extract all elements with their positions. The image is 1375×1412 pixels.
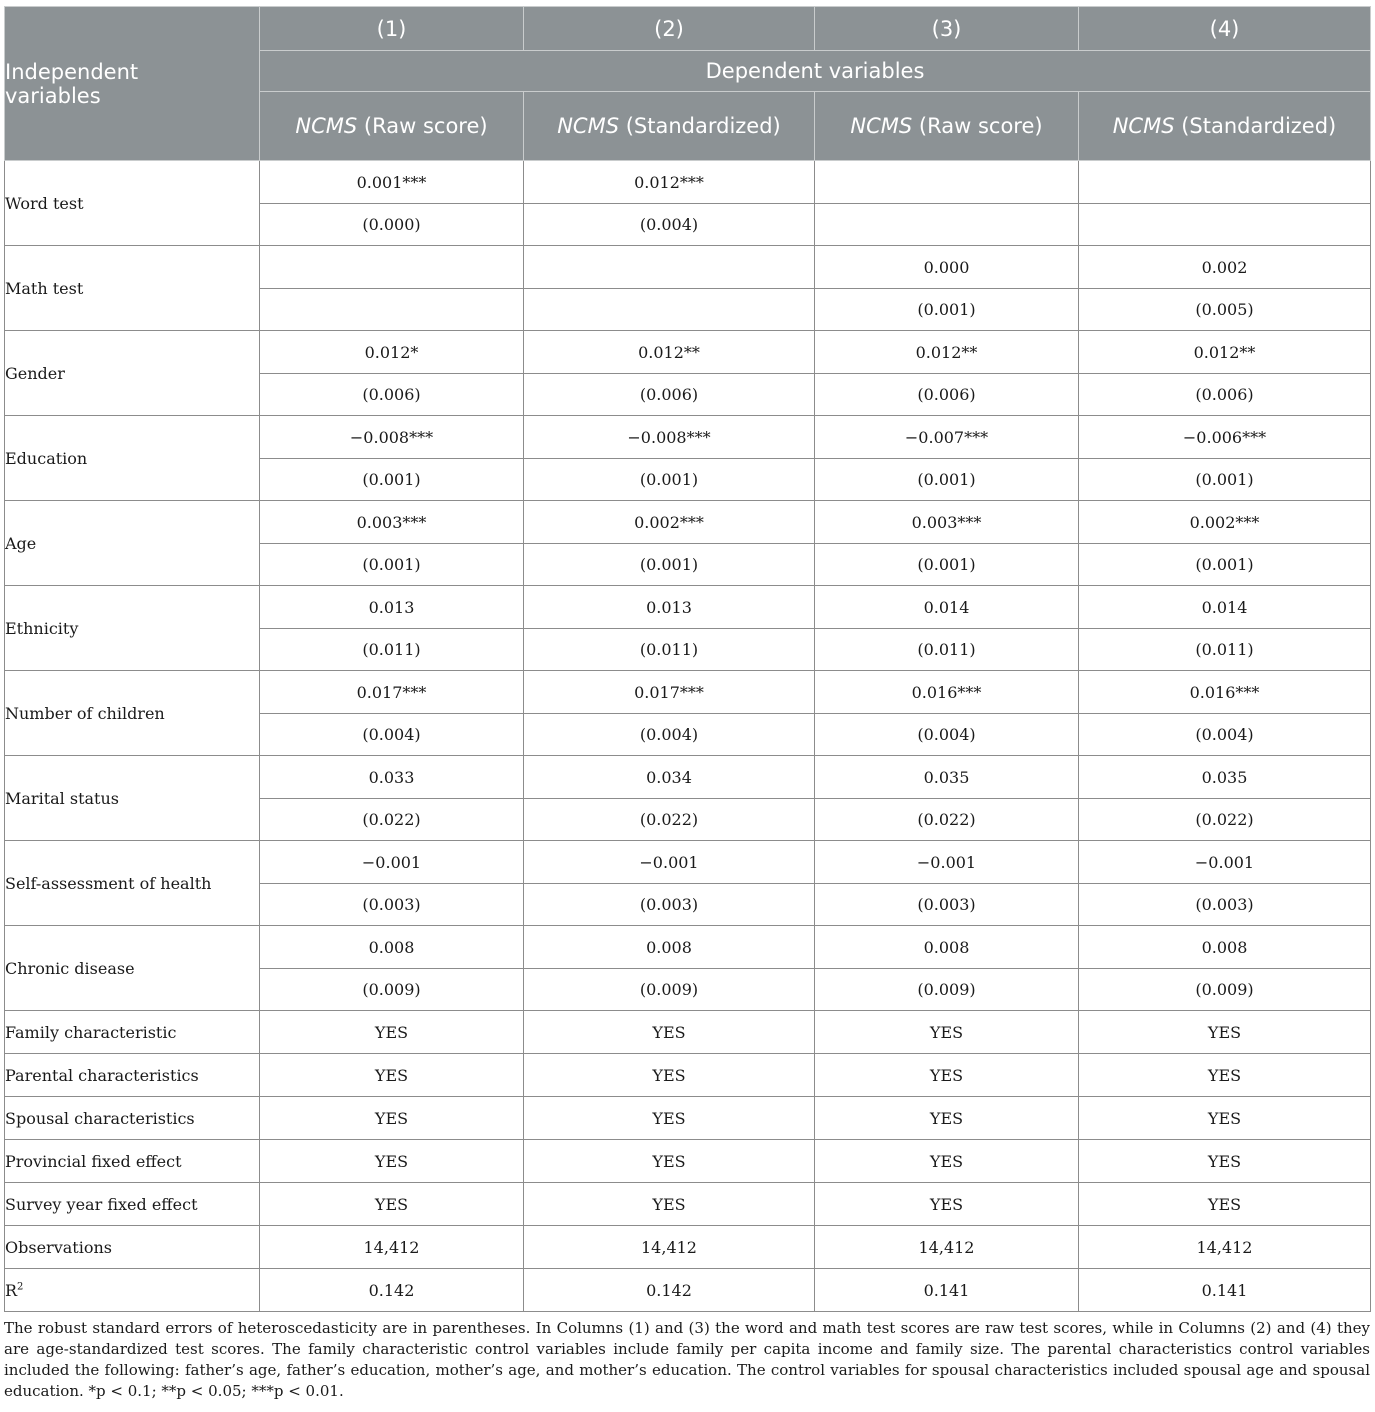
standard-error-cell: (0.001)	[1079, 459, 1371, 501]
control-cell: YES	[524, 1097, 815, 1140]
coefficient-cell: 0.014	[815, 586, 1079, 629]
standard-error-cell: (0.011)	[260, 629, 524, 671]
coefficient-cell: 0.035	[1079, 756, 1371, 799]
coefficient-cell: 0.016***	[815, 671, 1079, 714]
standard-error-cell: (0.001)	[260, 459, 524, 501]
column-name-rest: (Raw score)	[912, 114, 1043, 138]
variable-label: Marital status	[5, 756, 260, 841]
column-name-italic: NCMS	[850, 114, 913, 138]
table-row	[5, 1140, 1371, 1183]
control-cell: YES	[260, 1183, 524, 1226]
coefficient-cell: 0.013	[524, 586, 815, 629]
coefficient-cell: 0.012*	[260, 331, 524, 374]
standard-error-cell: (0.004)	[524, 204, 815, 246]
standard-error-cell	[260, 289, 524, 331]
coefficient-cell: 0.017***	[260, 671, 524, 714]
control-cell: YES	[815, 1140, 1079, 1183]
r-squared-base: R	[5, 1280, 18, 1300]
coefficient-cell: 0.013	[260, 586, 524, 629]
control-cell: YES	[1079, 1140, 1371, 1183]
control-cell: YES	[524, 1183, 815, 1226]
r-squared-cell: 0.142	[260, 1269, 524, 1312]
column-number: (3)	[815, 7, 1079, 51]
column-name	[524, 92, 815, 161]
standard-error-cell: (0.006)	[260, 374, 524, 416]
table-header	[5, 7, 1371, 161]
standard-error-cell: (0.006)	[815, 374, 1079, 416]
table-row	[5, 841, 1371, 884]
coefficient-cell: −0.008***	[260, 416, 524, 459]
column-name-italic: NCMS	[295, 114, 358, 138]
standard-error-cell: (0.009)	[1079, 969, 1371, 1011]
standard-error-cell: (0.004)	[815, 714, 1079, 756]
coefficient-cell: 0.008	[1079, 926, 1371, 969]
control-cell: YES	[524, 1011, 815, 1054]
standard-error-cell: (0.004)	[260, 714, 524, 756]
variable-label: Education	[5, 416, 260, 501]
coefficient-cell: 0.008	[524, 926, 815, 969]
coefficient-cell: 0.012**	[1079, 331, 1371, 374]
table-row	[5, 416, 1371, 459]
standard-error-cell: (0.001)	[815, 544, 1079, 586]
coefficient-cell: 0.033	[260, 756, 524, 799]
observations-cell: 14,412	[260, 1226, 524, 1269]
standard-error-cell: (0.005)	[1079, 289, 1371, 331]
table-row	[5, 586, 1371, 629]
variable-label: Age	[5, 501, 260, 586]
coefficient-cell: 0.012***	[524, 161, 815, 204]
regression-table	[4, 6, 1371, 1312]
table-footnote: The robust standard errors of heteroscedasticity are in parentheses. In Columns (1) and (3) the word and math test scores are raw test scores, while in Columns (2) and (4) they are age-standardized test scores. The family characteristic control variables include family per capita income and family size. The parental characteristics control variables included the following: father’s age, father’s education, mother’s age, and mother’s education. The control variables for spousal characteristics included spousal age and spousal education. *p < 0.1; **p < 0.05; ***p < 0.01.	[4, 1319, 1370, 1400]
standard-error-cell: (0.022)	[524, 799, 815, 841]
table-row	[5, 246, 1371, 289]
r-squared-cell: 0.141	[815, 1269, 1079, 1312]
coefficient-cell	[1079, 161, 1371, 204]
control-cell: YES	[260, 1011, 524, 1054]
control-label: Provincial fixed effect	[5, 1140, 260, 1183]
observations-cell: 14,412	[815, 1226, 1079, 1269]
standard-error-cell: (0.022)	[815, 799, 1079, 841]
standard-error-cell	[524, 289, 815, 331]
observations-cell: 14,412	[1079, 1226, 1371, 1269]
coefficient-cell: 0.012**	[815, 331, 1079, 374]
standard-error-cell: (0.001)	[815, 459, 1079, 501]
standard-error-cell: (0.003)	[815, 884, 1079, 926]
regression-table-container	[4, 6, 1370, 1312]
standard-error-cell: (0.004)	[524, 714, 815, 756]
control-cell: YES	[815, 1011, 1079, 1054]
variable-label: Math test	[5, 246, 260, 331]
control-cell: YES	[815, 1054, 1079, 1097]
control-cell: YES	[1079, 1011, 1371, 1054]
coefficient-cell	[524, 246, 815, 289]
column-number: (2)	[524, 7, 815, 51]
standard-error-cell: (0.009)	[815, 969, 1079, 1011]
column-number: (4)	[1079, 7, 1371, 51]
control-label: Spousal characteristics	[5, 1097, 260, 1140]
coefficient-cell: 0.002	[1079, 246, 1371, 289]
column-number: (1)	[260, 7, 524, 51]
standard-error-cell: (0.001)	[260, 544, 524, 586]
standard-error-cell: (0.001)	[524, 544, 815, 586]
standard-error-cell: (0.003)	[260, 884, 524, 926]
standard-error-cell: (0.022)	[260, 799, 524, 841]
coefficient-cell	[815, 161, 1079, 204]
control-cell: YES	[524, 1140, 815, 1183]
coefficient-cell: −0.001	[1079, 841, 1371, 884]
standard-error-cell: (0.003)	[1079, 884, 1371, 926]
table-row	[5, 1097, 1371, 1140]
independent-variables-header: Independent variables	[5, 7, 260, 161]
standard-error-cell: (0.011)	[815, 629, 1079, 671]
control-cell: YES	[1079, 1183, 1371, 1226]
coefficient-cell: −0.007***	[815, 416, 1079, 459]
column-name	[815, 92, 1079, 161]
control-label: Parental characteristics	[5, 1054, 260, 1097]
control-cell: YES	[1079, 1097, 1371, 1140]
table-row	[5, 1011, 1371, 1054]
coefficient-cell: 0.003***	[260, 501, 524, 544]
control-cell: YES	[260, 1140, 524, 1183]
coefficient-cell: 0.002***	[1079, 501, 1371, 544]
column-name-italic: NCMS	[557, 114, 620, 138]
standard-error-cell	[1079, 204, 1371, 246]
table-row	[5, 501, 1371, 544]
r-squared-label	[5, 1269, 260, 1312]
standard-error-cell: (0.022)	[1079, 799, 1371, 841]
table-row	[5, 1226, 1371, 1269]
coefficient-cell: 0.035	[815, 756, 1079, 799]
table-row	[5, 671, 1371, 714]
standard-error-cell: (0.009)	[524, 969, 815, 1011]
column-name-rest: (Raw score)	[357, 114, 488, 138]
r-squared-superscript: 2	[17, 1281, 24, 1293]
variable-label: Gender	[5, 331, 260, 416]
table-row	[5, 1054, 1371, 1097]
dependent-variables-header: Dependent variables	[260, 51, 1371, 92]
column-name	[260, 92, 524, 161]
column-name	[1079, 92, 1371, 161]
table-body	[5, 161, 1371, 1312]
standard-error-cell: (0.011)	[524, 629, 815, 671]
coefficient-cell: −0.001	[524, 841, 815, 884]
r-squared-cell: 0.142	[524, 1269, 815, 1312]
coefficient-cell: 0.001***	[260, 161, 524, 204]
table-row	[5, 1269, 1371, 1312]
standard-error-cell: (0.000)	[260, 204, 524, 246]
standard-error-cell: (0.006)	[1079, 374, 1371, 416]
coefficient-cell: 0.003***	[815, 501, 1079, 544]
coefficient-cell: 0.002***	[524, 501, 815, 544]
coefficient-cell: 0.014	[1079, 586, 1371, 629]
control-label: Family characteristic	[5, 1011, 260, 1054]
r-squared-cell: 0.141	[1079, 1269, 1371, 1312]
standard-error-cell: (0.009)	[260, 969, 524, 1011]
variable-label: Self-assessment of health	[5, 841, 260, 926]
control-cell: YES	[815, 1097, 1079, 1140]
control-cell: YES	[260, 1054, 524, 1097]
standard-error-cell: (0.003)	[524, 884, 815, 926]
table-row	[5, 331, 1371, 374]
coefficient-cell: 0.008	[260, 926, 524, 969]
control-cell: YES	[260, 1097, 524, 1140]
control-cell: YES	[524, 1054, 815, 1097]
variable-label: Number of children	[5, 671, 260, 756]
observations-cell: 14,412	[524, 1226, 815, 1269]
table-row	[5, 756, 1371, 799]
standard-error-cell: (0.011)	[1079, 629, 1371, 671]
standard-error-cell: (0.001)	[815, 289, 1079, 331]
coefficient-cell: 0.034	[524, 756, 815, 799]
control-cell: YES	[815, 1183, 1079, 1226]
coefficient-cell: 0.017***	[524, 671, 815, 714]
column-name-italic: NCMS	[1112, 114, 1175, 138]
standard-error-cell: (0.001)	[1079, 544, 1371, 586]
coefficient-cell: −0.001	[260, 841, 524, 884]
table-row	[5, 161, 1371, 204]
coefficient-cell: −0.008***	[524, 416, 815, 459]
column-name-rest: (Standardized)	[619, 114, 781, 138]
column-name-rest: (Standardized)	[1174, 114, 1337, 138]
table-row	[5, 926, 1371, 969]
standard-error-cell	[815, 204, 1079, 246]
control-label: Survey year fixed effect	[5, 1183, 260, 1226]
observations-label: Observations	[5, 1226, 260, 1269]
table-row	[5, 1183, 1371, 1226]
coefficient-cell: −0.006***	[1079, 416, 1371, 459]
coefficient-cell: 0.008	[815, 926, 1079, 969]
coefficient-cell: −0.001	[815, 841, 1079, 884]
standard-error-cell: (0.006)	[524, 374, 815, 416]
coefficient-cell: 0.012**	[524, 331, 815, 374]
standard-error-cell: (0.001)	[524, 459, 815, 501]
coefficient-cell: 0.000	[815, 246, 1079, 289]
coefficient-cell: 0.016***	[1079, 671, 1371, 714]
variable-label: Word test	[5, 161, 260, 246]
coefficient-cell	[260, 246, 524, 289]
control-cell: YES	[1079, 1054, 1371, 1097]
variable-label: Ethnicity	[5, 586, 260, 671]
variable-label: Chronic disease	[5, 926, 260, 1011]
standard-error-cell: (0.004)	[1079, 714, 1371, 756]
